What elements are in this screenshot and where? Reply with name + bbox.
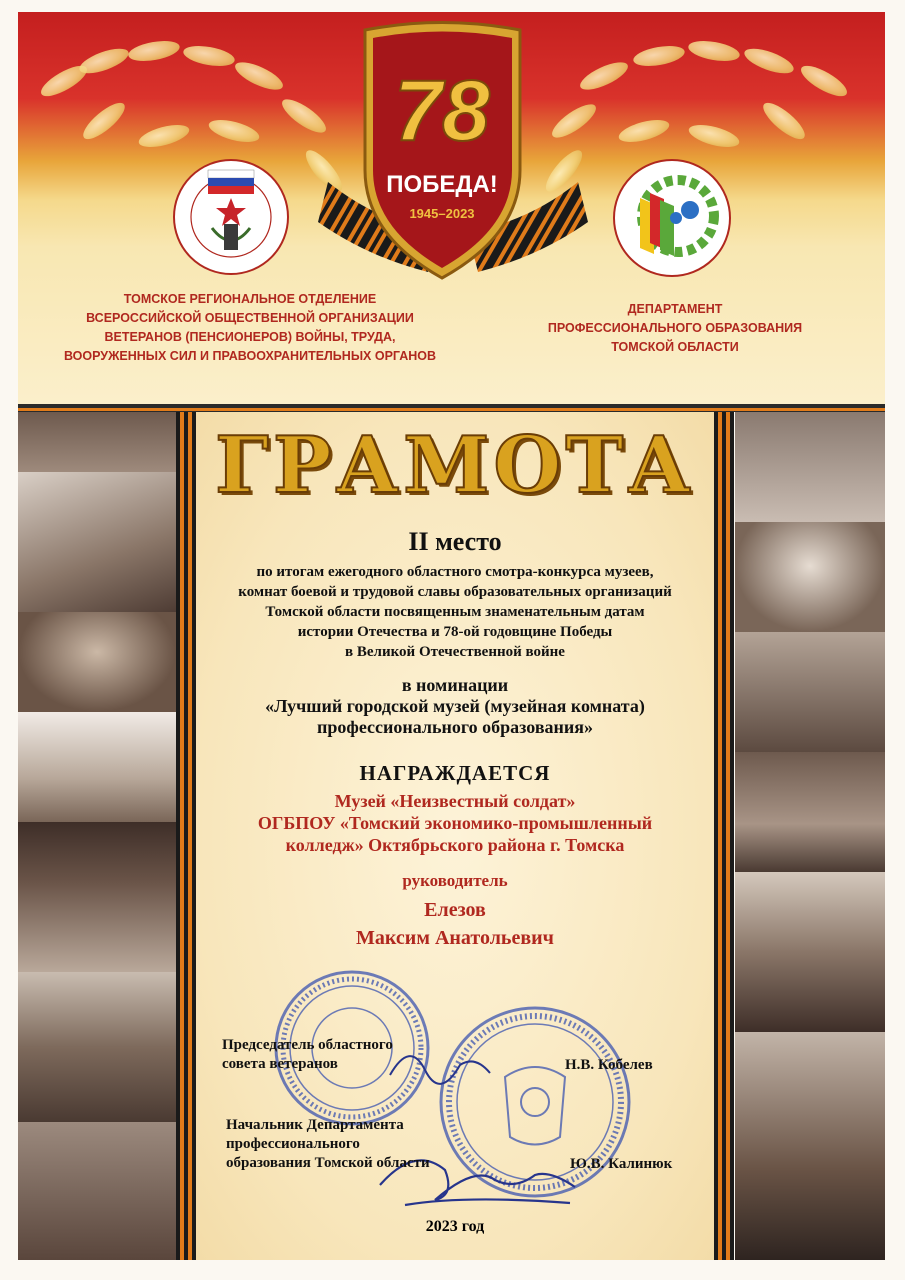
- certificate-title: ГРАМОТА: [215, 420, 695, 511]
- right-photo-collage: [735, 412, 885, 1260]
- veterans-organization-emblem: [172, 158, 290, 276]
- description-line: Томской области посвященным знаменательным датам: [265, 604, 645, 620]
- right-org-line: ТОМСКОЙ ОБЛАСТИ: [611, 340, 739, 354]
- left-org-line: ВСЕРОССИЙСКОЙ ОБЩЕСТВЕННОЙ ОРГАНИЗАЦИИ: [86, 311, 414, 325]
- left-org-line: ТОМСКОЕ РЕГИОНАЛЬНОЕ ОТДЕЛЕНИЕ: [123, 292, 377, 306]
- laurel-leaf-decor: [76, 44, 131, 79]
- signatory-2-name: Ю.В. Калинюк: [570, 1156, 673, 1172]
- nomination-line: «Лучший городской музей (музейная комната): [265, 696, 645, 716]
- war-photo: [735, 752, 885, 872]
- laurel-leaf-decor: [78, 97, 129, 144]
- laurel-leaf-decor: [127, 38, 181, 65]
- war-photo: [735, 632, 885, 752]
- description-line: истории Отечества и 78-ой годовщине Победы: [297, 624, 613, 640]
- description-line: по итогам ежегодного областного смотра-конкурса музеев,: [256, 564, 654, 580]
- winner-line: Музей «Неизвестный солдат»: [334, 791, 576, 811]
- description: [196, 562, 714, 662]
- divider: [18, 408, 885, 411]
- laurel-leaf-decor: [687, 38, 741, 65]
- laurel-leaf-decor: [548, 99, 601, 144]
- laurel-leaf-decor: [758, 97, 809, 144]
- laurel-leaf-decor: [207, 116, 262, 147]
- winner: [196, 790, 714, 856]
- signatory-title-line: Начальник Департамента: [226, 1117, 404, 1133]
- victory-78-shield: [355, 20, 530, 285]
- signatory-1-name: Н.В. Кобелев: [565, 1057, 653, 1073]
- laurel-leaf-decor: [632, 43, 686, 70]
- laurel-leaf-decor: [797, 60, 851, 102]
- left-organization-name: [40, 290, 460, 366]
- person-given-names: Максим Анатольевич: [356, 927, 554, 949]
- awarded-heading: НАГРАЖДАЕТСЯ: [359, 761, 551, 785]
- place-heading: II место: [408, 527, 502, 556]
- winner-line: ОГБПОУ «Томский экономико-промышленный: [257, 813, 653, 833]
- war-photo: [18, 612, 176, 712]
- war-photo: [735, 1032, 885, 1260]
- st-george-stripe-right: [714, 412, 734, 1260]
- st-george-stripe-left: [176, 412, 196, 1260]
- right-org-line: ПРОФЕССИОНАЛЬНОГО ОБРАЗОВАНИЯ: [547, 321, 803, 335]
- person-surname: Елезов: [424, 899, 486, 921]
- war-photo: [18, 1122, 176, 1260]
- nomination-line: в номинации: [401, 675, 509, 695]
- signatory-2-title: [226, 1116, 486, 1173]
- description-line: комнат боевой и трудовой славы образовательных организаций: [238, 584, 672, 600]
- war-photo: [18, 822, 176, 972]
- signatory-title-line: Председатель областного: [222, 1037, 393, 1053]
- laurel-leaf-decor: [232, 57, 287, 95]
- laurel-leaf-decor: [617, 116, 672, 147]
- laurel-leaf-decor: [687, 121, 742, 152]
- role-label: руководитель: [402, 871, 508, 890]
- right-organization-name: [520, 300, 830, 357]
- war-photo: [18, 712, 176, 822]
- person-name: [196, 896, 714, 952]
- war-photo: [18, 412, 176, 472]
- signatory-1-title: [222, 1036, 422, 1074]
- war-photo: [18, 472, 176, 612]
- laurel-leaf-decor: [741, 44, 796, 79]
- laurel-leaf-decor: [137, 121, 192, 152]
- description-line: в Великой Отечественной войне: [345, 644, 565, 660]
- war-photo: [18, 972, 176, 1122]
- laurel-leaf-decor: [278, 94, 331, 139]
- left-org-line: ВООРУЖЕННЫХ СИЛ И ПРАВООХРАНИТЕЛЬНЫХ ОРГАНОВ: [63, 349, 437, 363]
- right-org-line: ДЕПАРТАМЕНТ: [627, 302, 723, 316]
- shield-word: ПОБЕДА!: [386, 171, 498, 198]
- shield-number: 78: [394, 63, 490, 159]
- certificate-year: 2023 год: [425, 1218, 485, 1235]
- education-department-emblem: [612, 158, 732, 278]
- signatory-title-line: профессионального: [226, 1136, 360, 1152]
- left-org-line: ВЕТЕРАНОВ (ПЕНСИОНЕРОВ) ВОЙНЫ, ТРУДА,: [104, 330, 396, 344]
- signatory-title-line: совета ветеранов: [222, 1056, 338, 1072]
- nomination: [196, 675, 714, 738]
- war-photo: [735, 872, 885, 1032]
- signatory-title-line: образования Томской области: [226, 1155, 430, 1171]
- shield-years: 1945–2023: [409, 206, 475, 221]
- laurel-leaf-decor: [182, 43, 236, 70]
- war-photo: [735, 522, 885, 632]
- nomination-line: профессионального образования»: [316, 717, 594, 737]
- laurel-leaf-decor: [577, 57, 632, 95]
- winner-line: колледж» Октябрьского района г. Томска: [285, 835, 625, 855]
- war-photo: [735, 412, 885, 522]
- left-photo-collage: [18, 412, 176, 1260]
